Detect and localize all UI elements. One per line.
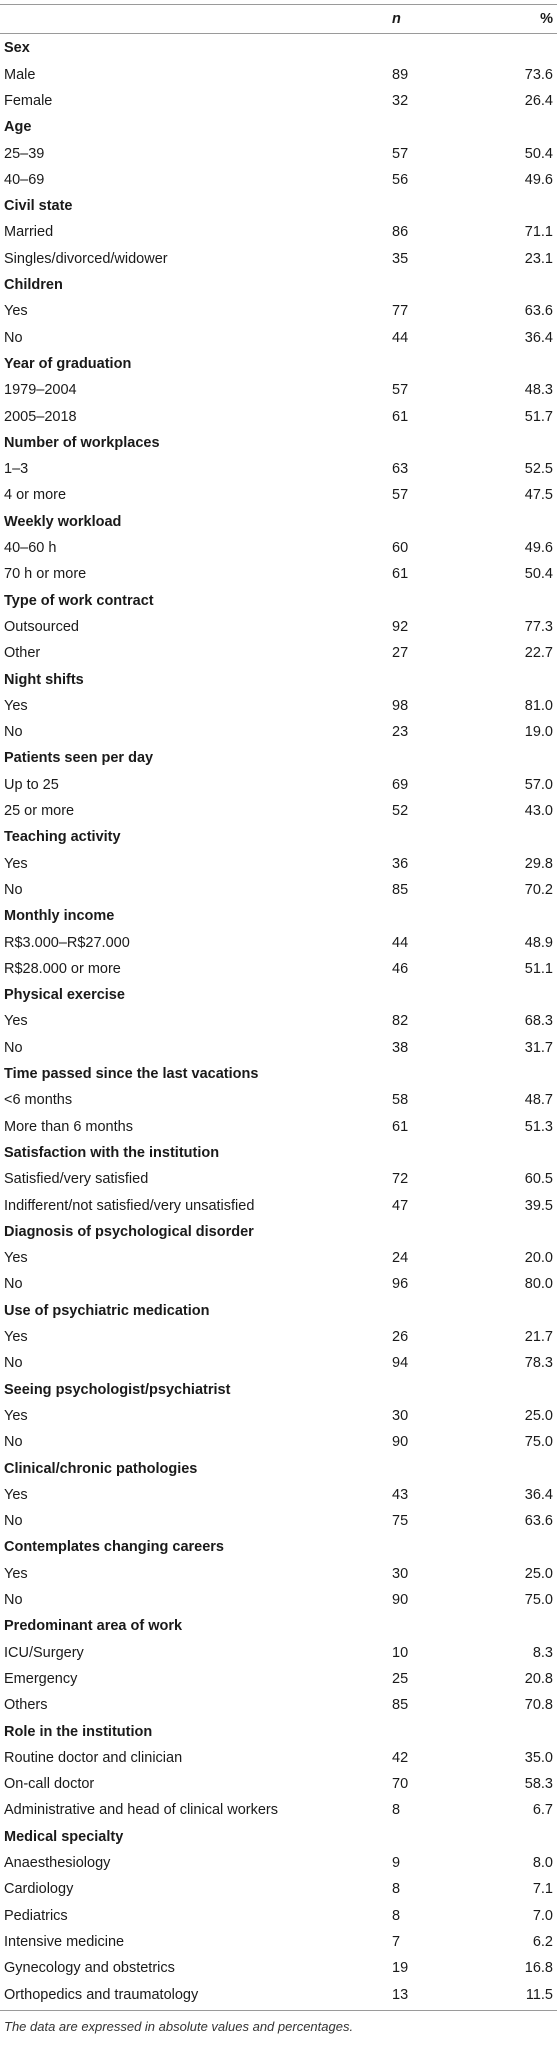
section-heading (0, 1613, 557, 1639)
count-value: 8 (392, 1907, 401, 1924)
row-label: Satisfaction with the institution (4, 1144, 220, 1161)
count-value: 23 (392, 724, 409, 741)
section-heading (0, 1456, 557, 1482)
percent-value: 43.0 (524, 803, 553, 819)
table-row (0, 719, 557, 745)
row-label: Yes (4, 1407, 28, 1424)
row-label: ICU/Surgery (4, 1644, 84, 1661)
percent-value: 49.6 (524, 171, 553, 188)
percent-value: 57.0 (524, 776, 553, 793)
table-row (0, 1666, 557, 1692)
table-row (0, 1850, 557, 1876)
percent-value: 21.7 (524, 1329, 553, 1345)
table-row (0, 377, 557, 403)
table-rule (0, 2010, 557, 2011)
table-row (0, 1876, 557, 1902)
row-label: No (4, 881, 23, 898)
row-label: No (4, 1592, 23, 1608)
count-value: 82 (392, 1013, 409, 1030)
row-label: Administrative and head of clinical workers (4, 1802, 279, 1819)
section-heading (0, 272, 557, 298)
row-label: Sex (4, 40, 30, 57)
percent-value: 22.7 (524, 645, 553, 662)
table-row (0, 561, 557, 587)
table-row (0, 456, 557, 482)
percent-value: 36.4 (524, 329, 553, 346)
row-label: Female (4, 92, 53, 109)
table-row (0, 956, 557, 982)
table-row (0, 88, 557, 114)
row-label: Married (4, 224, 54, 241)
section-heading (0, 1534, 557, 1560)
percent-value: 71.1 (524, 224, 553, 241)
table-rule (0, 4, 557, 5)
count-value: 61 (392, 566, 409, 583)
count-value: 13 (392, 1986, 409, 2003)
count-value: 61 (392, 408, 409, 425)
row-label: <6 months (4, 1092, 73, 1109)
percent-value: 25.0 (524, 1565, 553, 1582)
count-value: 36 (392, 855, 409, 872)
count-value: 63 (392, 461, 409, 478)
count-value: 26 (392, 1329, 409, 1345)
row-label: 4 or more (4, 487, 67, 504)
count-value: 30 (392, 1565, 409, 1582)
count-value: 90 (392, 1592, 409, 1608)
row-label: 40–60 h (4, 540, 57, 556)
percent-value: 8.0 (532, 1855, 553, 1871)
table-row (0, 535, 557, 561)
row-label: Predominant area of work (4, 1618, 183, 1635)
percent-value: 7.1 (532, 1881, 553, 1898)
count-value: 98 (392, 697, 409, 714)
row-label: Outsourced (4, 618, 79, 635)
count-value: 47 (392, 1197, 409, 1214)
table-row (0, 219, 557, 245)
row-label: Night shifts (4, 671, 84, 688)
count-value: 60 (392, 540, 409, 556)
row-label: 2005–2018 (4, 408, 77, 425)
count-value: 43 (392, 1486, 409, 1503)
count-value: 85 (392, 1697, 409, 1714)
section-heading (0, 1061, 557, 1087)
count-value: 35 (392, 250, 409, 267)
row-label: Others (4, 1697, 48, 1714)
table-row (0, 1692, 557, 1718)
percent-value: 7.0 (532, 1907, 553, 1924)
row-label: Age (4, 119, 32, 136)
table-row (0, 1929, 557, 1955)
percent-value: 68.3 (524, 1013, 553, 1030)
table-row (0, 1008, 557, 1034)
row-label: Pediatrics (4, 1907, 68, 1924)
table-row (0, 1903, 557, 1929)
table-row (0, 614, 557, 640)
count-value: 32 (392, 92, 409, 109)
percent-value: 51.1 (524, 960, 553, 977)
percent-value: 20.8 (524, 1670, 553, 1687)
row-label: Physical exercise (4, 987, 125, 1004)
table-row (0, 141, 557, 167)
percent-value: 8.3 (532, 1644, 553, 1661)
section-heading (0, 1140, 557, 1166)
count-value: 75 (392, 1513, 409, 1530)
percent-value: 23.1 (524, 250, 553, 267)
row-label: Diagnosis of psychological disorder (4, 1223, 254, 1240)
count-value: 85 (392, 881, 409, 898)
count-value: 44 (392, 329, 409, 346)
section-heading (0, 430, 557, 456)
table-row (0, 640, 557, 666)
row-label: Seeing psychologist/psychiatrist (4, 1381, 231, 1398)
count-value: 19 (392, 1960, 409, 1977)
count-value: 77 (392, 303, 409, 320)
percent-value: 39.5 (524, 1197, 553, 1214)
percent-value: 48.9 (524, 934, 553, 951)
row-label: 25 or more (4, 803, 75, 819)
count-value: 57 (392, 382, 409, 399)
table-row (0, 1982, 557, 2008)
percent-value: 77.3 (524, 618, 553, 635)
section-heading (0, 114, 557, 140)
section-heading (0, 1824, 557, 1850)
table-row (0, 1797, 557, 1823)
row-label: Gynecology and obstetrics (4, 1960, 175, 1977)
table-row (0, 1245, 557, 1271)
percent-value: 48.3 (524, 382, 553, 399)
table-row (0, 1508, 557, 1534)
row-label: Male (4, 66, 36, 83)
percent-value: 63.6 (524, 303, 553, 320)
percent-value: 19.0 (524, 724, 553, 741)
row-label: 1979–2004 (4, 382, 77, 399)
table-row (0, 851, 557, 877)
percent-value: 70.8 (524, 1697, 553, 1714)
percent-value: 50.4 (524, 566, 553, 583)
count-value: 44 (392, 934, 409, 951)
row-label: Other (4, 645, 41, 662)
table-row (0, 1166, 557, 1192)
table-row (0, 246, 557, 272)
percent-value: 63.6 (524, 1513, 553, 1530)
percent-value: 75.0 (524, 1434, 553, 1451)
count-value: 89 (392, 66, 409, 83)
section-heading (0, 982, 557, 1008)
count-value: 8 (392, 1881, 401, 1898)
row-label: Number of workplaces (4, 434, 160, 451)
percent-value: % (540, 11, 553, 27)
row-label: Teaching activity (4, 829, 121, 846)
table-row (0, 1745, 557, 1771)
section-heading (0, 1298, 557, 1324)
row-label: Time passed since the last vacations (4, 1066, 259, 1082)
count-value: 57 (392, 145, 409, 162)
section-heading (0, 588, 557, 614)
row-label: No (4, 329, 23, 346)
percent-value: 16.8 (524, 1960, 553, 1977)
count-value: 96 (392, 1276, 409, 1293)
percent-value: 51.3 (524, 1118, 553, 1135)
row-label: Indifferent/not satisfied/very unsatisfied (4, 1197, 255, 1214)
row-label: Yes (4, 855, 28, 872)
table-row (0, 1587, 557, 1613)
table-row (0, 167, 557, 193)
count-value: 94 (392, 1355, 409, 1372)
percent-value: 31.7 (524, 1039, 553, 1056)
row-label: Medical specialty (4, 1828, 124, 1845)
percent-value: 58.3 (524, 1776, 553, 1793)
count-value: 72 (392, 1171, 409, 1188)
count-value: 27 (392, 645, 409, 662)
row-label: Yes (4, 1486, 28, 1503)
count-value: 7 (392, 1933, 401, 1950)
row-label: 25–39 (4, 145, 45, 162)
section-heading (0, 1377, 557, 1403)
count-value: 38 (392, 1039, 409, 1056)
percent-value: 36.4 (524, 1486, 553, 1503)
table-row (0, 1114, 557, 1140)
table-row (0, 798, 557, 824)
count-value: 61 (392, 1118, 409, 1135)
count-value: 9 (392, 1855, 401, 1871)
table-row (0, 1087, 557, 1113)
percent-value: 25.0 (524, 1407, 553, 1424)
row-label: No (4, 1039, 23, 1056)
table-row (0, 325, 557, 351)
table-row (0, 62, 557, 88)
row-label: Yes (4, 697, 28, 714)
percent-value: 81.0 (524, 697, 553, 714)
section-heading (0, 903, 557, 929)
row-label: Monthly income (4, 908, 115, 925)
percent-value: 80.0 (524, 1276, 553, 1293)
count-value: 10 (392, 1644, 409, 1661)
percent-value: 48.7 (524, 1092, 553, 1109)
row-label: No (4, 724, 23, 741)
percent-value: 50.4 (524, 145, 553, 162)
row-label: Civil state (4, 198, 73, 215)
row-label: No (4, 1355, 23, 1372)
section-heading (0, 745, 557, 771)
table-row (0, 772, 557, 798)
table-row (0, 1271, 557, 1297)
count-value: 30 (392, 1407, 409, 1424)
percent-value: 70.2 (524, 881, 553, 898)
row-label: Satisfied/very satisfied (4, 1171, 149, 1188)
table-row (0, 1429, 557, 1455)
table-row (0, 1955, 557, 1981)
section-heading (0, 1719, 557, 1745)
section-heading (0, 351, 557, 377)
row-label: Yes (4, 303, 28, 320)
row-label: Role in the institution (4, 1723, 153, 1740)
count-value: 52 (392, 803, 409, 819)
row-label: On-call doctor (4, 1776, 95, 1793)
count-value: 57 (392, 487, 409, 504)
table-row (0, 1771, 557, 1797)
table-row (0, 1324, 557, 1350)
row-label: R$28.000 or more (4, 960, 121, 977)
percent-value: 52.5 (524, 461, 553, 478)
count-value: n (392, 11, 401, 27)
row-label: 70 h or more (4, 566, 87, 583)
count-value: 86 (392, 224, 409, 241)
row-label: Anaesthesiology (4, 1855, 111, 1871)
percent-value: 20.0 (524, 1250, 553, 1267)
row-label: Up to 25 (4, 776, 59, 793)
percent-value: 6.7 (532, 1802, 553, 1819)
section-heading (0, 667, 557, 693)
percent-value: 35.0 (524, 1749, 553, 1766)
table-row (0, 1482, 557, 1508)
table-rule (0, 33, 557, 34)
row-label: Weekly workload (4, 513, 122, 530)
table-row (0, 1035, 557, 1061)
percent-value: 26.4 (524, 92, 553, 109)
row-label: Yes (4, 1565, 28, 1582)
row-label: R$3.000–R$27.000 (4, 934, 130, 951)
row-label: 1–3 (4, 461, 29, 478)
percent-value: 60.5 (524, 1171, 553, 1188)
percent-value: 49.6 (524, 540, 553, 556)
row-label: Cardiology (4, 1881, 74, 1898)
count-value: 8 (392, 1802, 401, 1819)
row-label: Type of work contract (4, 592, 154, 609)
table-row (0, 1640, 557, 1666)
count-value: 90 (392, 1434, 409, 1451)
row-label: Year of graduation (4, 355, 132, 372)
row-label: Contemplates changing careers (4, 1539, 224, 1556)
percent-value: 51.7 (524, 408, 553, 425)
row-label: Orthopedics and traumatology (4, 1986, 199, 2003)
percent-value: 6.2 (532, 1933, 553, 1950)
row-label: 40–69 (4, 171, 45, 188)
percent-value: 78.3 (524, 1355, 553, 1372)
table-row (0, 1403, 557, 1429)
row-label: Yes (4, 1250, 28, 1267)
section-heading (0, 824, 557, 850)
count-value: 69 (392, 776, 409, 793)
count-value: 92 (392, 618, 409, 635)
row-label: Clinical/chronic pathologies (4, 1460, 198, 1477)
row-label: No (4, 1276, 23, 1293)
percent-value: 75.0 (524, 1592, 553, 1608)
count-value: 58 (392, 1092, 409, 1109)
table-row (0, 1350, 557, 1376)
row-label: No (4, 1434, 23, 1451)
percent-value: 73.6 (524, 66, 553, 83)
table-row (0, 877, 557, 903)
table-row (0, 693, 557, 719)
section-heading (0, 1219, 557, 1245)
table-row (0, 1193, 557, 1219)
count-value: 25 (392, 1670, 409, 1687)
table-row (0, 404, 557, 430)
row-label: Yes (4, 1013, 28, 1030)
row-label: More than 6 months (4, 1118, 133, 1135)
row-label: Intensive medicine (4, 1933, 125, 1950)
row-label: No (4, 1513, 23, 1530)
table-row (0, 1561, 557, 1587)
row-label: Singles/divorced/widower (4, 250, 168, 267)
row-label: Patients seen per day (4, 750, 154, 767)
count-value: 24 (392, 1250, 409, 1267)
column-header-row (0, 6, 557, 32)
table-footnote: The data are expressed in absolute values and percentages. (4, 2018, 354, 2034)
section-heading (0, 509, 557, 535)
percent-value: 47.5 (524, 487, 553, 504)
count-value: 46 (392, 960, 409, 977)
row-label: Emergency (4, 1670, 78, 1687)
percent-value: 11.5 (525, 1986, 553, 2003)
row-label: Use of psychiatric medication (4, 1302, 210, 1319)
percent-value: 29.8 (524, 855, 553, 872)
table-row (0, 298, 557, 324)
row-label: Yes (4, 1329, 28, 1345)
section-heading (0, 193, 557, 219)
row-label: Routine doctor and clinician (4, 1749, 183, 1766)
row-label: Children (4, 277, 63, 293)
count-value: 56 (392, 171, 409, 188)
table-row (0, 930, 557, 956)
count-value: 70 (392, 1776, 409, 1793)
section-heading (0, 35, 557, 61)
table-row (0, 482, 557, 508)
count-value: 42 (392, 1749, 409, 1766)
